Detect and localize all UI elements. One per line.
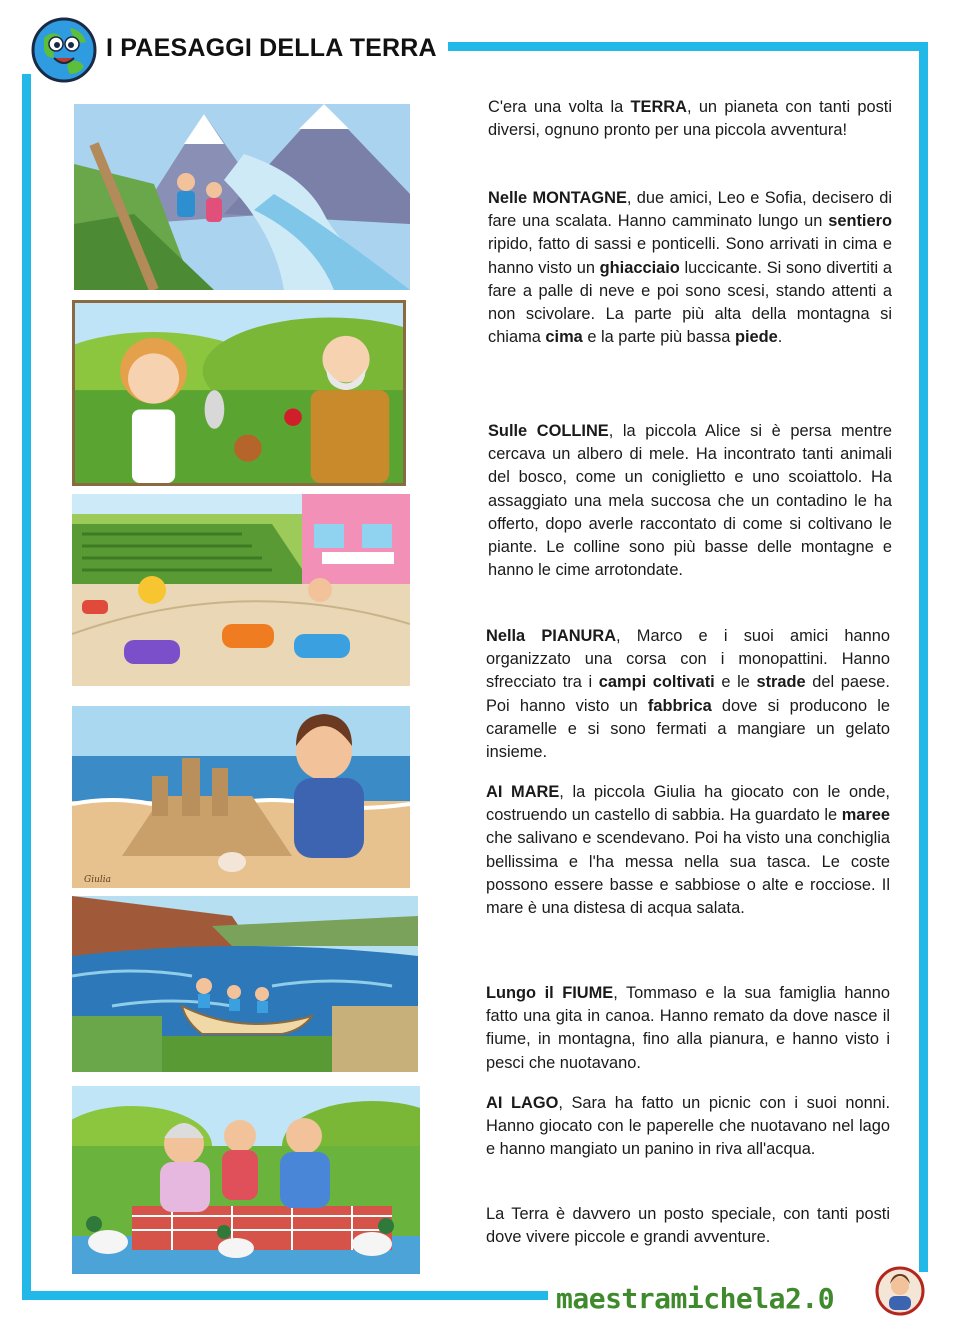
- bold-term: campi coltivati: [598, 673, 715, 692]
- paragraph-mountains: [488, 187, 892, 349]
- bold-term: Lungo il FIUME: [486, 984, 614, 1002]
- bold-term: fabbrica: [647, 696, 712, 715]
- illustration-lake: [72, 1086, 420, 1274]
- bold-term: cima: [545, 328, 583, 347]
- illustration-sea: [72, 706, 410, 888]
- text-run: luccicante. Si sono divertiti a fare a palle di neve e poi sono scesi, stando attenti a non scivolare. La parte più alta della montagna si chiama: [488, 258, 892, 347]
- text-run: , Sara ha fatto un picnic con i suoi nonni. Hanno giocato con le paperelle che nuotavano nel lago e hanno mangiato un panino in riva all'acqua.: [486, 1094, 890, 1159]
- illustration-river: [72, 896, 418, 1072]
- bold-term: TERRA: [630, 98, 687, 116]
- text-run: , Tommaso e la sua famiglia hanno fatto una gita in canoa. Hanno remato da dove nasce il fiume, in montagna, fino alla pianura, e hanno visto i pesci che nuotavano.: [486, 984, 890, 1072]
- paragraph-plain: [486, 625, 890, 764]
- text-run: , la piccola Giulia ha giocato con le onde, costruendo un castello di sabbia. Ha guardato le: [486, 783, 890, 825]
- text-run: e le: [714, 673, 757, 692]
- bold-term: Sulle COLLINE: [488, 422, 609, 440]
- paragraph-conclusion: [486, 1203, 890, 1249]
- text-run: La Terra è davvero un posto speciale, con tanti posti dove vivere piccole e grandi avventure.: [486, 1205, 890, 1247]
- bold-term: piede: [734, 328, 778, 347]
- text-run: e la parte più bassa: [582, 328, 735, 347]
- paragraph-intro: [488, 96, 892, 142]
- illustration-plain: [72, 494, 410, 686]
- bold-term: Nella PIANURA: [486, 627, 617, 645]
- text-run: , un pianeta con tanti posti diversi, ognuno pronto per una piccola avventura!: [488, 98, 892, 140]
- bold-term: AI LAGO: [486, 1094, 559, 1112]
- sea-signature: Giulia: [84, 875, 111, 885]
- page-title: I PAESAGGI DELLA TERRA: [106, 34, 437, 62]
- text-run: del paese. Poi hanno visto un: [486, 673, 890, 715]
- bold-term: sentiero: [828, 212, 892, 231]
- text-run: .: [777, 328, 783, 347]
- paragraph-sea: [486, 781, 890, 920]
- illustration-hills: [72, 300, 406, 486]
- text-run: , due amici, Leo e Sofia, decisero di fare una scalata. Hanno camminato lungo un: [488, 189, 892, 231]
- bold-term: AI MARE: [486, 783, 560, 801]
- illustration-mountains: [74, 104, 410, 290]
- earth-mascot-icon: [30, 16, 98, 84]
- bold-term: strade: [756, 673, 806, 692]
- text-run: che salivano e scendevano. Poi ha visto una conchiglia bellissima e l'ha messa nella sua tasca. Le coste possono essere basse e sabbiose o alte e rocciose. Il mare è una distesa di acqua salata.: [486, 829, 890, 918]
- text-run: ripido, fatto di sassi e ponticelli. Sono arrivati in cima e hanno visto un: [488, 235, 892, 277]
- brand-logo-text: maestramichela2.0: [556, 1282, 835, 1315]
- text-run: , Marco e i suoi amici hanno organizzato una corsa con i monopattini. Hanno sfrecciato tra i: [486, 627, 890, 692]
- bold-term: ghiacciaio: [599, 258, 680, 277]
- teacher-avatar-icon: [875, 1266, 925, 1316]
- text-run: dove si producono le caramelle e si sono fermati a mangiare un gelato insieme.: [486, 696, 890, 762]
- paragraph-hills: [488, 420, 892, 582]
- paragraph-lake: [486, 1092, 890, 1162]
- paragraph-river: [486, 982, 890, 1075]
- text-run: , la piccola Alice si è persa mentre cercava un albero di mele. Ha incontrato tanti animali del bosco, come un coniglietto e uno scoiattolo. Ha assaggiato una mela succosa che un contadino le ha offerto, dopo averle raccontato di come si coltivano le piante. Le colline sono più basse delle montagne e hanno le cime arrotondate.: [488, 422, 893, 580]
- bold-term: maree: [841, 806, 890, 825]
- text-run: C'era una volta la: [488, 98, 631, 116]
- bold-term: Nelle MONTAGNE: [488, 189, 627, 207]
